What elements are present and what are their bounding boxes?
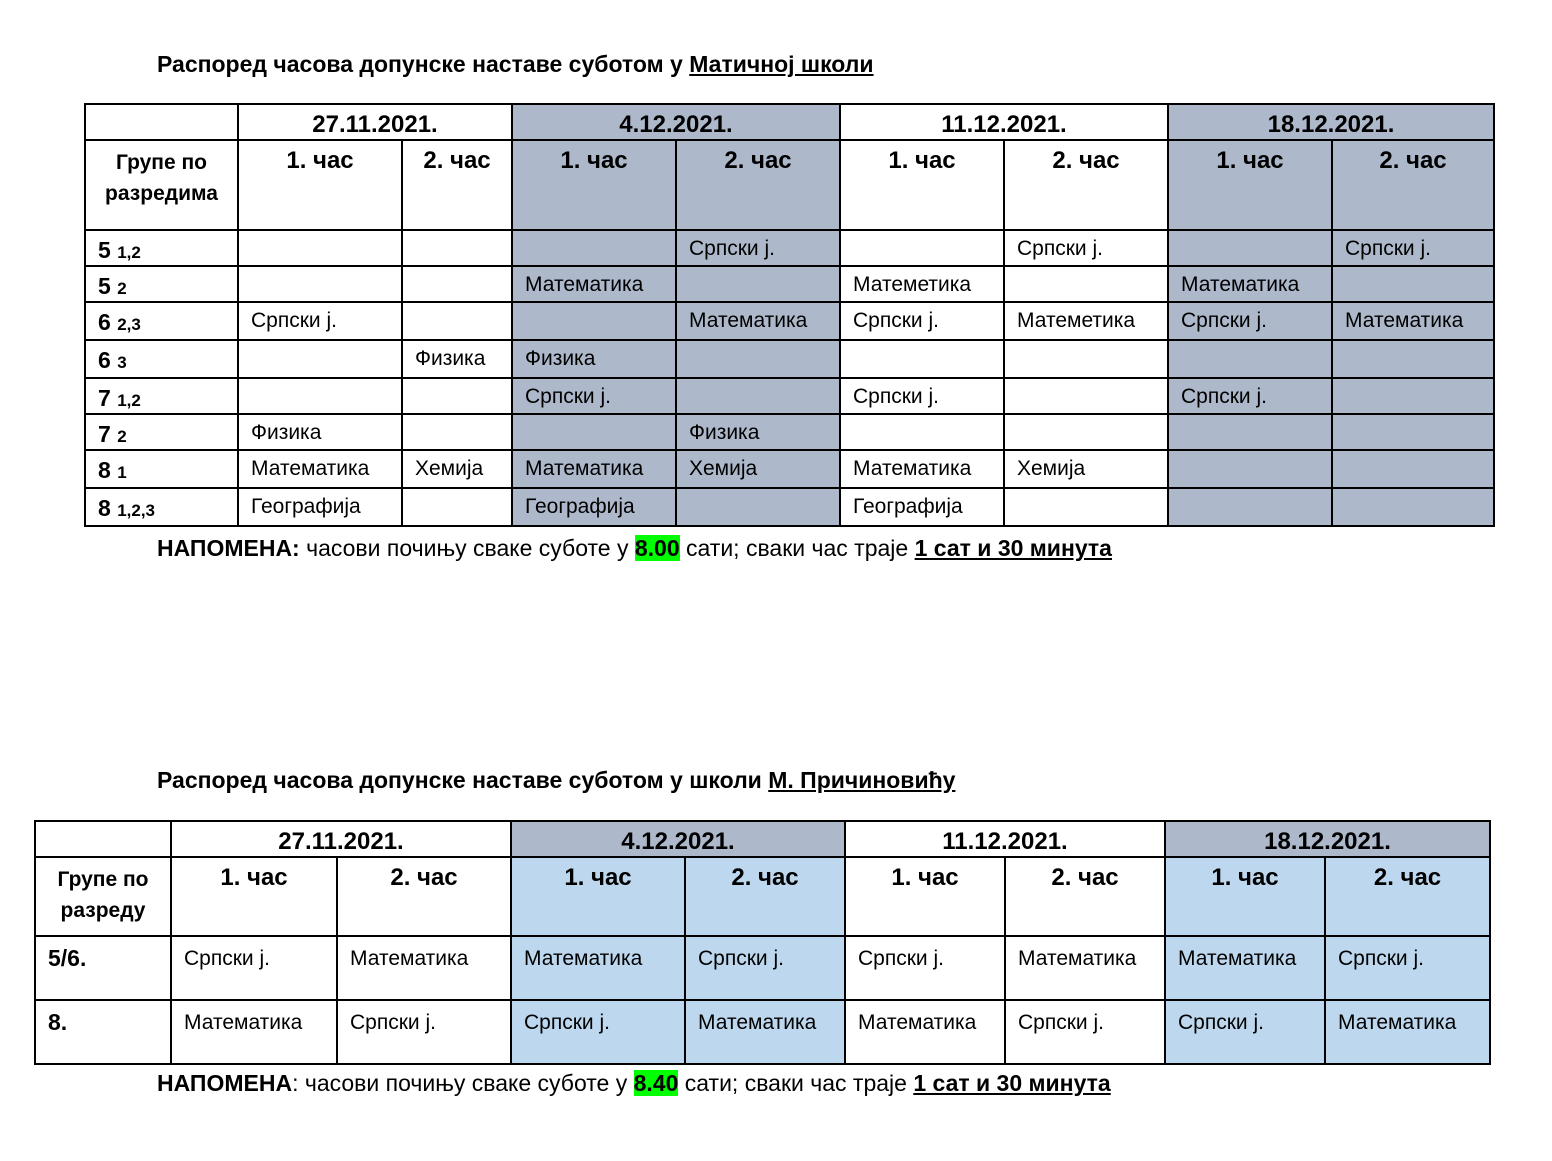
subject-cell: Српски ј. — [1332, 230, 1494, 266]
grade-label: 6 — [98, 309, 111, 335]
hour-header: 1. час — [511, 857, 685, 936]
grade-label: 8. — [48, 1009, 68, 1035]
title-prefix: Распоред часова допунске наставе суботом у — [157, 51, 690, 77]
grade-sections: 2 — [117, 279, 127, 298]
subject-cell: Матеметика — [840, 266, 1004, 302]
note-text: сати; сваки час траје — [679, 535, 915, 561]
subject-cell: Математика — [1168, 266, 1332, 302]
note-start-time: 8.40 — [633, 1070, 679, 1096]
grade-sections: 1,2,3 — [117, 501, 155, 520]
subject-cell: Српски ј. — [676, 230, 840, 266]
grade-label: 7 — [98, 421, 111, 447]
title-school-name: Матичној школи — [689, 51, 874, 77]
subject-cell: Физика — [512, 340, 676, 378]
subject-cell: Математика — [238, 450, 402, 488]
grade-label: 7 — [98, 385, 111, 411]
subject-cell: Математика — [845, 1000, 1005, 1064]
subject-cell: Математика — [685, 1000, 845, 1064]
note-text: сати; сваки час траје — [678, 1070, 914, 1096]
subject-cell — [1004, 378, 1168, 414]
subject-cell — [512, 302, 676, 340]
subject-cell — [402, 230, 512, 266]
schedule-title-second-school — [157, 766, 955, 794]
date-header: 11.12.2021. — [840, 104, 1168, 140]
grade-label: 8 — [98, 495, 111, 521]
subject-cell: Математика — [171, 1000, 337, 1064]
title-school-name: М. Причиновићу — [768, 767, 956, 793]
schedule-table-second-school — [34, 820, 1491, 1065]
subject-cell: Математика — [1325, 1000, 1490, 1064]
grade-sections: 2,3 — [117, 315, 141, 334]
subject-cell: Математика — [337, 936, 511, 1000]
subject-cell — [840, 414, 1004, 450]
date-header: 18.12.2021. — [1165, 821, 1490, 857]
subject-cell — [238, 230, 402, 266]
subject-cell — [676, 488, 840, 526]
hour-header: 2. час — [676, 140, 840, 230]
hour-header: 1. час — [845, 857, 1005, 936]
grade-group-cell — [85, 266, 238, 302]
grade-sections: 1,2 — [117, 391, 141, 410]
subject-cell — [402, 266, 512, 302]
date-header: 4.12.2021. — [511, 821, 845, 857]
note-text: : часови почињу сваке суботе у — [292, 1070, 634, 1096]
subject-cell — [402, 488, 512, 526]
subject-cell — [402, 414, 512, 450]
note-second-school — [157, 1069, 1111, 1097]
grade-label: 6 — [98, 347, 111, 373]
grade-label: 5 — [98, 273, 111, 299]
table-row — [85, 378, 1494, 414]
note-start-time: 8.00 — [634, 535, 680, 561]
grade-sections: 1,2 — [117, 243, 141, 262]
table-body — [35, 936, 1490, 1064]
subject-cell: Српски ј. — [1325, 936, 1490, 1000]
table-row — [85, 414, 1494, 450]
subject-cell: Математика — [1332, 302, 1494, 340]
hour-header: 2. час — [402, 140, 512, 230]
table-row — [85, 230, 1494, 266]
grade-label: 8 — [98, 457, 111, 483]
subject-cell: Математика — [512, 266, 676, 302]
subject-cell — [1332, 488, 1494, 526]
note-main-school — [157, 534, 1112, 562]
subject-cell — [676, 266, 840, 302]
grade-sections: 3 — [117, 353, 127, 372]
subject-cell: Српски ј. — [171, 936, 337, 1000]
subject-cell: Српски ј. — [337, 1000, 511, 1064]
hour-header: 2. час — [685, 857, 845, 936]
table-row — [85, 340, 1494, 378]
subject-cell — [676, 340, 840, 378]
note-duration: 1 сат и 30 минута — [913, 1070, 1111, 1096]
grade-group-cell — [85, 378, 238, 414]
subject-cell: Хемија — [676, 450, 840, 488]
group-column-header: Групе по разредима — [85, 140, 238, 230]
corner-cell — [35, 821, 171, 857]
subject-cell: Математика — [512, 450, 676, 488]
hour-header: 1. час — [840, 140, 1004, 230]
date-header: 4.12.2021. — [512, 104, 840, 140]
table-row — [85, 266, 1494, 302]
subject-cell: Српски ј. — [511, 1000, 685, 1064]
subject-cell — [1004, 266, 1168, 302]
hour-header: 1. час — [512, 140, 676, 230]
subject-cell — [840, 230, 1004, 266]
date-header: 27.11.2021. — [238, 104, 512, 140]
subject-cell: Географија — [238, 488, 402, 526]
grade-group-cell — [85, 340, 238, 378]
subject-cell: Српски ј. — [685, 936, 845, 1000]
hour-header: 2. час — [1005, 857, 1165, 936]
grade-group-cell — [35, 936, 171, 1000]
subject-cell — [512, 414, 676, 450]
grade-label: 5/6. — [48, 945, 87, 971]
subject-cell: Српски ј. — [1004, 230, 1168, 266]
subject-cell: Српски ј. — [512, 378, 676, 414]
grade-label: 5 — [98, 237, 111, 263]
subject-cell: Матеметика — [1004, 302, 1168, 340]
date-header: 11.12.2021. — [845, 821, 1165, 857]
subject-cell: Хемија — [1004, 450, 1168, 488]
subject-cell: Српски ј. — [845, 936, 1005, 1000]
subject-cell — [1332, 414, 1494, 450]
grade-group-cell — [35, 1000, 171, 1064]
grade-group-cell — [85, 450, 238, 488]
subject-cell — [840, 340, 1004, 378]
grade-sections: 1 — [117, 463, 127, 482]
subject-cell — [402, 302, 512, 340]
table-row — [85, 302, 1494, 340]
subject-cell — [1168, 414, 1332, 450]
subject-cell: Математика — [840, 450, 1004, 488]
subject-cell — [238, 340, 402, 378]
corner-cell — [85, 104, 238, 140]
table-row — [35, 936, 1490, 1000]
subject-cell: Физика — [402, 340, 512, 378]
subject-cell: Математика — [676, 302, 840, 340]
grade-group-cell — [85, 302, 238, 340]
schedule-table-main-school — [84, 103, 1495, 527]
subject-cell — [1168, 230, 1332, 266]
table-body — [85, 230, 1494, 526]
grade-group-cell — [85, 230, 238, 266]
subject-cell: Математика — [511, 936, 685, 1000]
subject-cell: Географија — [840, 488, 1004, 526]
subject-cell: Српски ј. — [840, 378, 1004, 414]
hour-header: 1. час — [238, 140, 402, 230]
subject-cell: Српски ј. — [1168, 302, 1332, 340]
table-row — [85, 450, 1494, 488]
table-row — [85, 488, 1494, 526]
subject-cell: Физика — [238, 414, 402, 450]
subject-cell — [1168, 450, 1332, 488]
subject-cell: Географија — [512, 488, 676, 526]
subject-cell — [1168, 340, 1332, 378]
date-header: 18.12.2021. — [1168, 104, 1494, 140]
subject-cell — [1332, 266, 1494, 302]
hour-header: 1. час — [171, 857, 337, 936]
subject-cell: Српски ј. — [1005, 1000, 1165, 1064]
grade-sections: 2 — [117, 427, 127, 446]
hour-header: 2. час — [1332, 140, 1494, 230]
subject-cell: Српски ј. — [238, 302, 402, 340]
grade-group-cell — [85, 488, 238, 526]
subject-cell — [238, 266, 402, 302]
subject-cell: Математика — [1005, 936, 1165, 1000]
hour-header: 1. час — [1165, 857, 1325, 936]
subject-cell — [1168, 488, 1332, 526]
note-text: часови почињу сваке суботе у — [299, 535, 635, 561]
hour-header: 2. час — [337, 857, 511, 936]
subject-cell: Хемија — [402, 450, 512, 488]
subject-cell: Математика — [1165, 936, 1325, 1000]
note-label: НАПОМЕНА: — [157, 535, 300, 561]
subject-cell — [676, 378, 840, 414]
subject-cell: Српски ј. — [1168, 378, 1332, 414]
hour-header: 2. час — [1004, 140, 1168, 230]
subject-cell — [402, 378, 512, 414]
title-prefix: Распоред часова допунске наставе суботом у школи — [157, 767, 769, 793]
subject-cell — [1004, 340, 1168, 378]
subject-cell — [1004, 414, 1168, 450]
subject-cell — [512, 230, 676, 266]
date-header: 27.11.2021. — [171, 821, 511, 857]
schedule-title-main-school — [157, 50, 874, 78]
grade-group-cell — [85, 414, 238, 450]
note-duration: 1 сат и 30 минута — [914, 535, 1112, 561]
note-label: НАПОМЕНА — [157, 1070, 293, 1096]
subject-cell — [1332, 340, 1494, 378]
subject-cell — [1332, 450, 1494, 488]
subject-cell: Српски ј. — [1165, 1000, 1325, 1064]
table-row — [35, 1000, 1490, 1064]
subject-cell — [1004, 488, 1168, 526]
hour-header: 2. час — [1325, 857, 1490, 936]
group-column-header: Групе по разреду — [35, 857, 171, 936]
subject-cell — [238, 378, 402, 414]
subject-cell — [1332, 378, 1494, 414]
subject-cell: Српски ј. — [840, 302, 1004, 340]
hour-header: 1. час — [1168, 140, 1332, 230]
subject-cell: Физика — [676, 414, 840, 450]
